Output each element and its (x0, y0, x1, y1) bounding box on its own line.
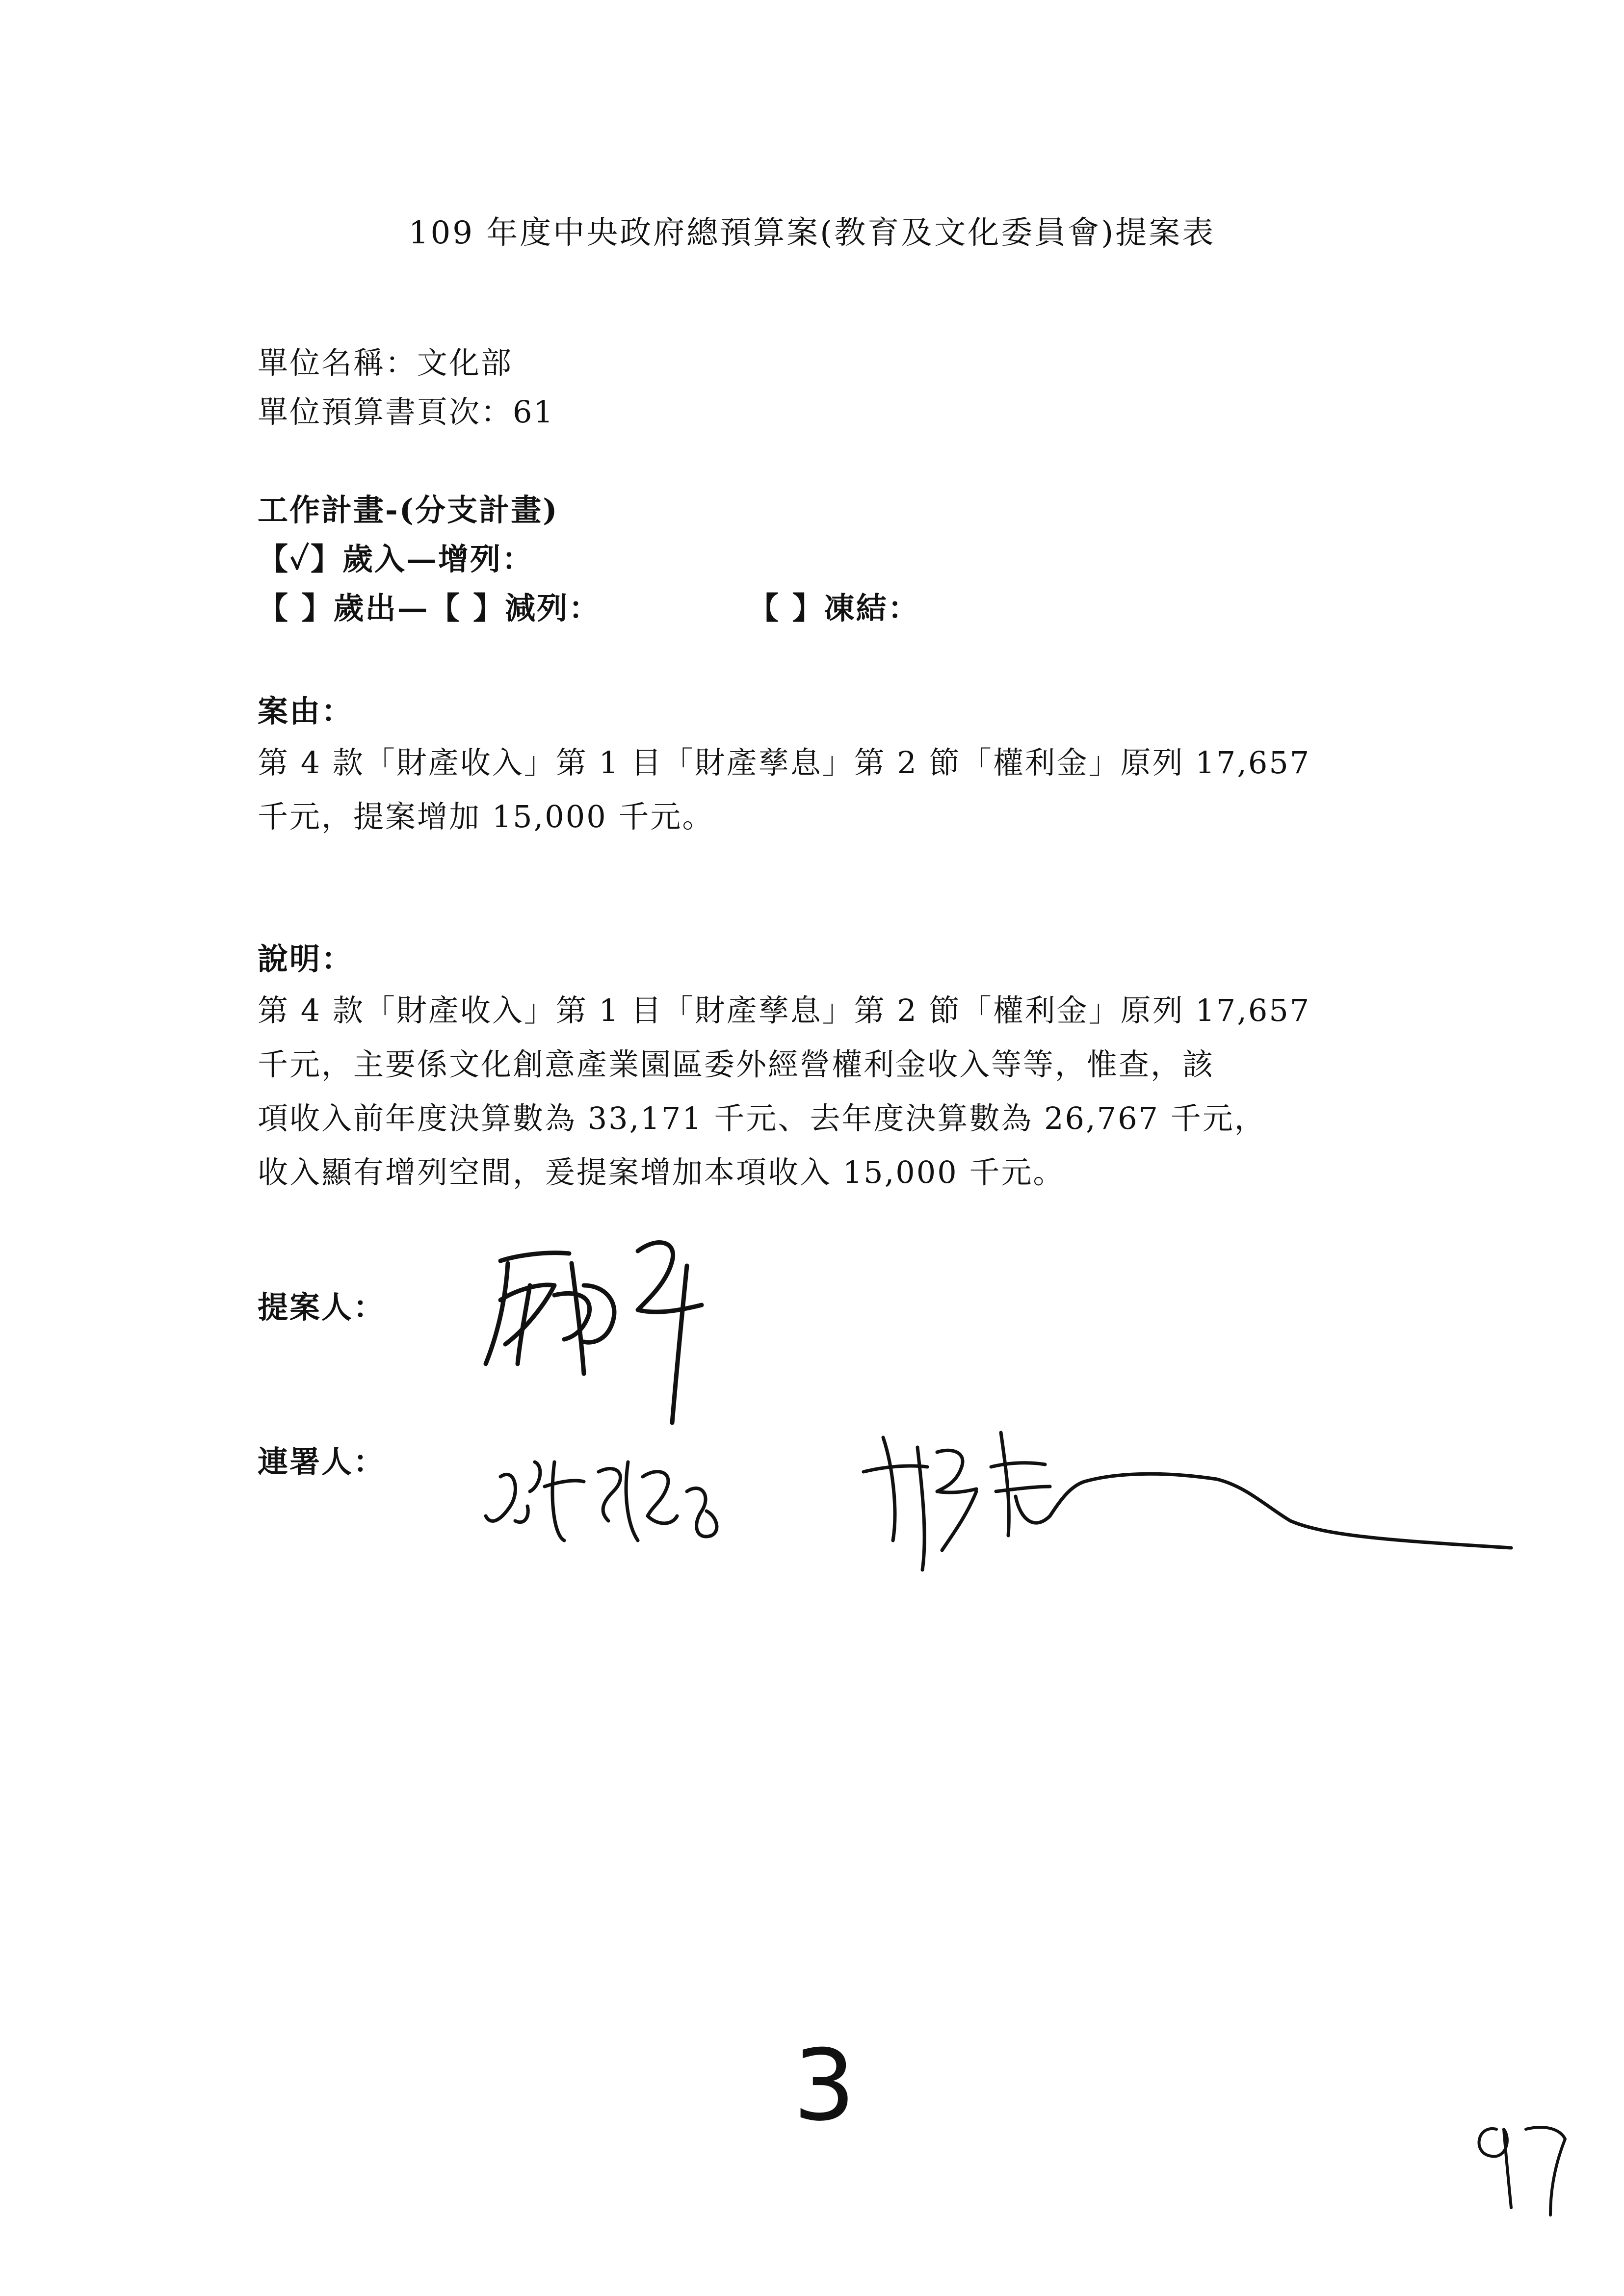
expenditure-reduction-line: 【 】歲出—【 】減列： (258, 590, 601, 626)
explanation-line: 第 4 款「財產收入」第 1 目「財產孳息」第 2 節「權利金」原列 17,657 (258, 992, 1311, 1028)
explanation-line: 項收入前年度決算數為 33,171 千元、去年度決算數為 26,767 千元， (258, 1100, 1266, 1136)
unit-name: 單位名稱：文化部 (258, 345, 513, 381)
work-plan: 工作計畫-(分支計畫) (258, 492, 559, 528)
cosigner-label: 連署人： (258, 1444, 386, 1480)
freeze-line: 【 】凍結： (748, 590, 920, 626)
reason-paragraph (258, 736, 1401, 844)
reason-line: 千元，提案增加 15,000 千元。 (258, 799, 714, 835)
document-title: 109 年度中央政府總預算案(教育及文化委員會)提案表 (408, 215, 1216, 251)
unit-budget-page: 單位預算書頁次：61 (258, 394, 554, 430)
handwritten-page-number (1467, 2110, 1585, 2222)
proposer-label: 提案人： (258, 1289, 386, 1325)
page-number-mark (770, 2036, 878, 2134)
svg-text:3: 3 (793, 2036, 856, 2134)
reason-line: 第 4 款「財產收入」第 1 目「財產孳息」第 2 節「權利金」原列 17,657 (258, 745, 1311, 781)
reason-heading: 案由： (258, 693, 354, 729)
explanation-heading: 說明： (258, 941, 354, 977)
explanation-paragraph (258, 984, 1401, 1200)
cosigner-signatures (481, 1393, 1521, 1619)
explanation-line: 千元，主要係文化創意產業園區委外經營權利金收入等等，惟查，該 (258, 1046, 1215, 1082)
revenue-increase-line: 【✓】歲入—增列： (258, 541, 534, 577)
explanation-line: 收入顯有增列空間，爰提案增加本項收入 15,000 千元。 (258, 1154, 1065, 1190)
